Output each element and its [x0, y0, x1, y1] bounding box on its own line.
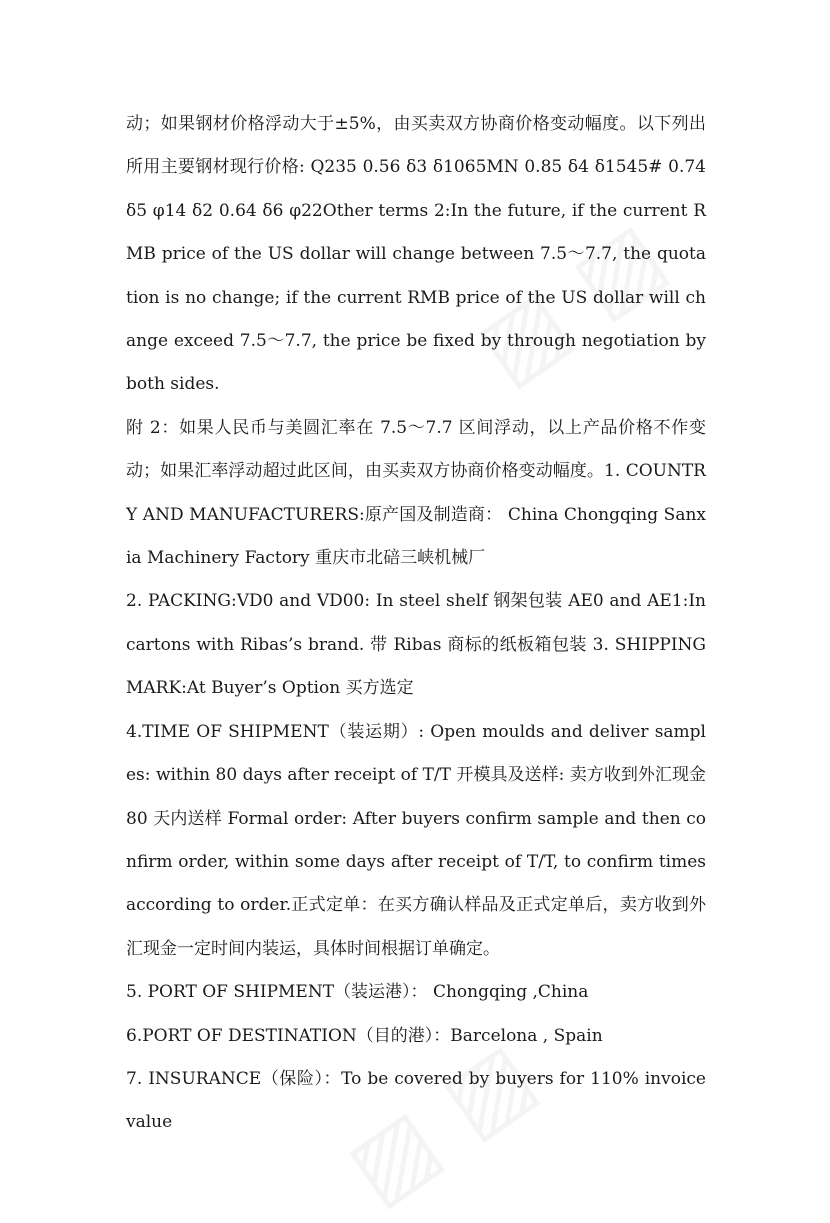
paragraph-port-of-destination: 6.PORT OF DESTINATION（目的港）：Barcelona , Spain: [126, 1025, 603, 1046]
paragraph-insurance: 7. INSURANCE（保险）：To be covered by buyers for 110% invoice value: [126, 1068, 706, 1133]
paragraph-time-of-shipment: 4.TIME OF SHIPMENT（装运期）: Open moulds and deliver samples: within 80 days after receipt of T/T 开模具及送样: 卖方收到外汇现金 80 天内送样 Formal order: After buyers confirm sample and then confirm order, within some days after receipt of T/T, to confirm times according to order.正式定单：在买方确认样品及正式定单后，卖方收到外汇现金一定时间内装运，具体时间根据订单确定。: [126, 721, 706, 959]
paragraph-steel-price-terms: 动；如果钢材价格浮动大于±5%，由买卖双方协商价格变动幅度。以下列出所用主要钢材现行价格: Q235 0.56 δ3 δ1065MN 0.85 δ4 δ1545# 0.74 δ5 φ14 δ2 0.64 δ6 φ22Other terms 2:In the future, if the current RMB price of the US dollar will change between 7.5～7.7, the quotation is no change; if the current RMB price of the US dollar will change exceed 7.5～7.7, the price be fixed by through negotiation by both sides.: [126, 114, 706, 395]
paragraph-exchange-rate-and-manufacturer: 附 2：如果人民币与美圆汇率在 7.5～7.7 区间浮动，以上产品价格不作变动；如果汇率浮动超过此区间，由买卖双方协商价格变动幅度。1. COUNTRY AND MANUFACTURERS:原产国及制造商： China Chongqing Sanxia Machinery Factory 重庆市北碚三峡机械厂: [126, 417, 706, 569]
document-body: [126, 103, 706, 1145]
paragraph-port-of-shipment: 5. PORT OF SHIPMENT（装运港）： Chongqing ,China: [126, 982, 589, 1003]
paragraph-packing-and-shipping-mark: 2. PACKING:VD0 and VD00: In steel shelf 钢架包装 AE0 and AE1:In cartons with Ribas’s brand. 带 Ribas 商标的纸板箱包装 3. SHIPPING MARK:At Buyer’s Option 买方选定: [126, 591, 706, 699]
